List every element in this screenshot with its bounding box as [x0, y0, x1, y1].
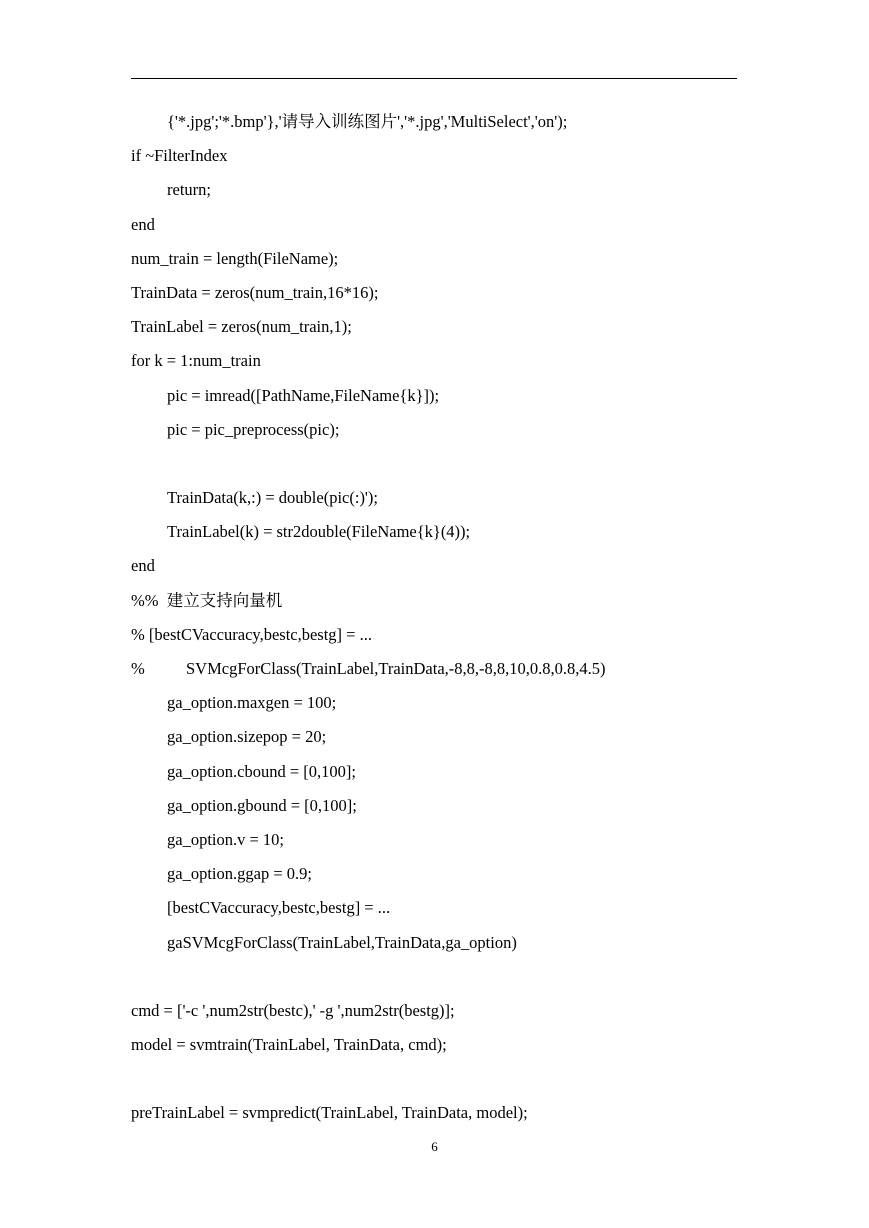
code-line: num_train = length(FileName); [131, 248, 339, 268]
code-line: end [131, 214, 155, 234]
code-line: end [131, 556, 155, 576]
code-line: [bestCVaccuracy,bestc,bestg] = ... [167, 898, 391, 918]
blank-line [131, 1062, 751, 1096]
blank-line [131, 960, 751, 994]
header-rule [131, 78, 737, 79]
code-line: ga_option.cbound = [0,100]; [167, 761, 356, 781]
code-line: pic = imread([PathName,FileName{k}]); [167, 385, 440, 405]
code-line: {'*.jpg';'*.bmp'},'请导入训练图片','*.jpg','MultiSelect','on'); [167, 112, 568, 131]
code-line: TrainData = zeros(num_train,16*16); [131, 282, 379, 302]
code-line: cmd = ['-c ',num2str(bestc),' -g ',num2str(bestg)]; [131, 1000, 455, 1020]
blank-line [131, 447, 751, 481]
code-line: return; [167, 180, 211, 200]
code-line: if ~FilterIndex [131, 146, 228, 166]
code-line: TrainData(k,:) = double(pic(:)'); [167, 488, 378, 508]
code-line: pic = pic_preprocess(pic); [167, 419, 340, 439]
section-comment: %% 建立支持向量机 [131, 590, 283, 610]
code-line: model = svmtrain(TrainLabel, TrainData, cmd); [131, 1035, 447, 1055]
code-line: ga_option.maxgen = 100; [167, 693, 337, 713]
code-line: gaSVMcgForClass(TrainLabel,TrainData,ga_option) [167, 932, 517, 952]
code-line: TrainLabel = zeros(num_train,1); [131, 317, 352, 337]
code-block [131, 105, 751, 1131]
code-line: preTrainLabel = svmpredict(TrainLabel, TrainData, model); [131, 1103, 528, 1123]
comment-line: % [bestCVaccuracy,bestc,bestg] = ... [131, 624, 372, 644]
code-line: for k = 1:num_train [131, 351, 261, 371]
code-line: ga_option.sizepop = 20; [167, 727, 327, 747]
code-line: ga_option.v = 10; [167, 829, 285, 849]
page-number: 6 [431, 1139, 438, 1154]
code-line: TrainLabel(k) = str2double(FileName{k}(4)); [167, 522, 471, 542]
comment-line: % SVMcgForClass(TrainLabel,TrainData,-8,8,-8,8,10,0.8,0.8,4.5) [131, 659, 606, 678]
code-line: ga_option.gbound = [0,100]; [167, 795, 357, 815]
code-line: ga_option.ggap = 0.9; [167, 864, 312, 884]
